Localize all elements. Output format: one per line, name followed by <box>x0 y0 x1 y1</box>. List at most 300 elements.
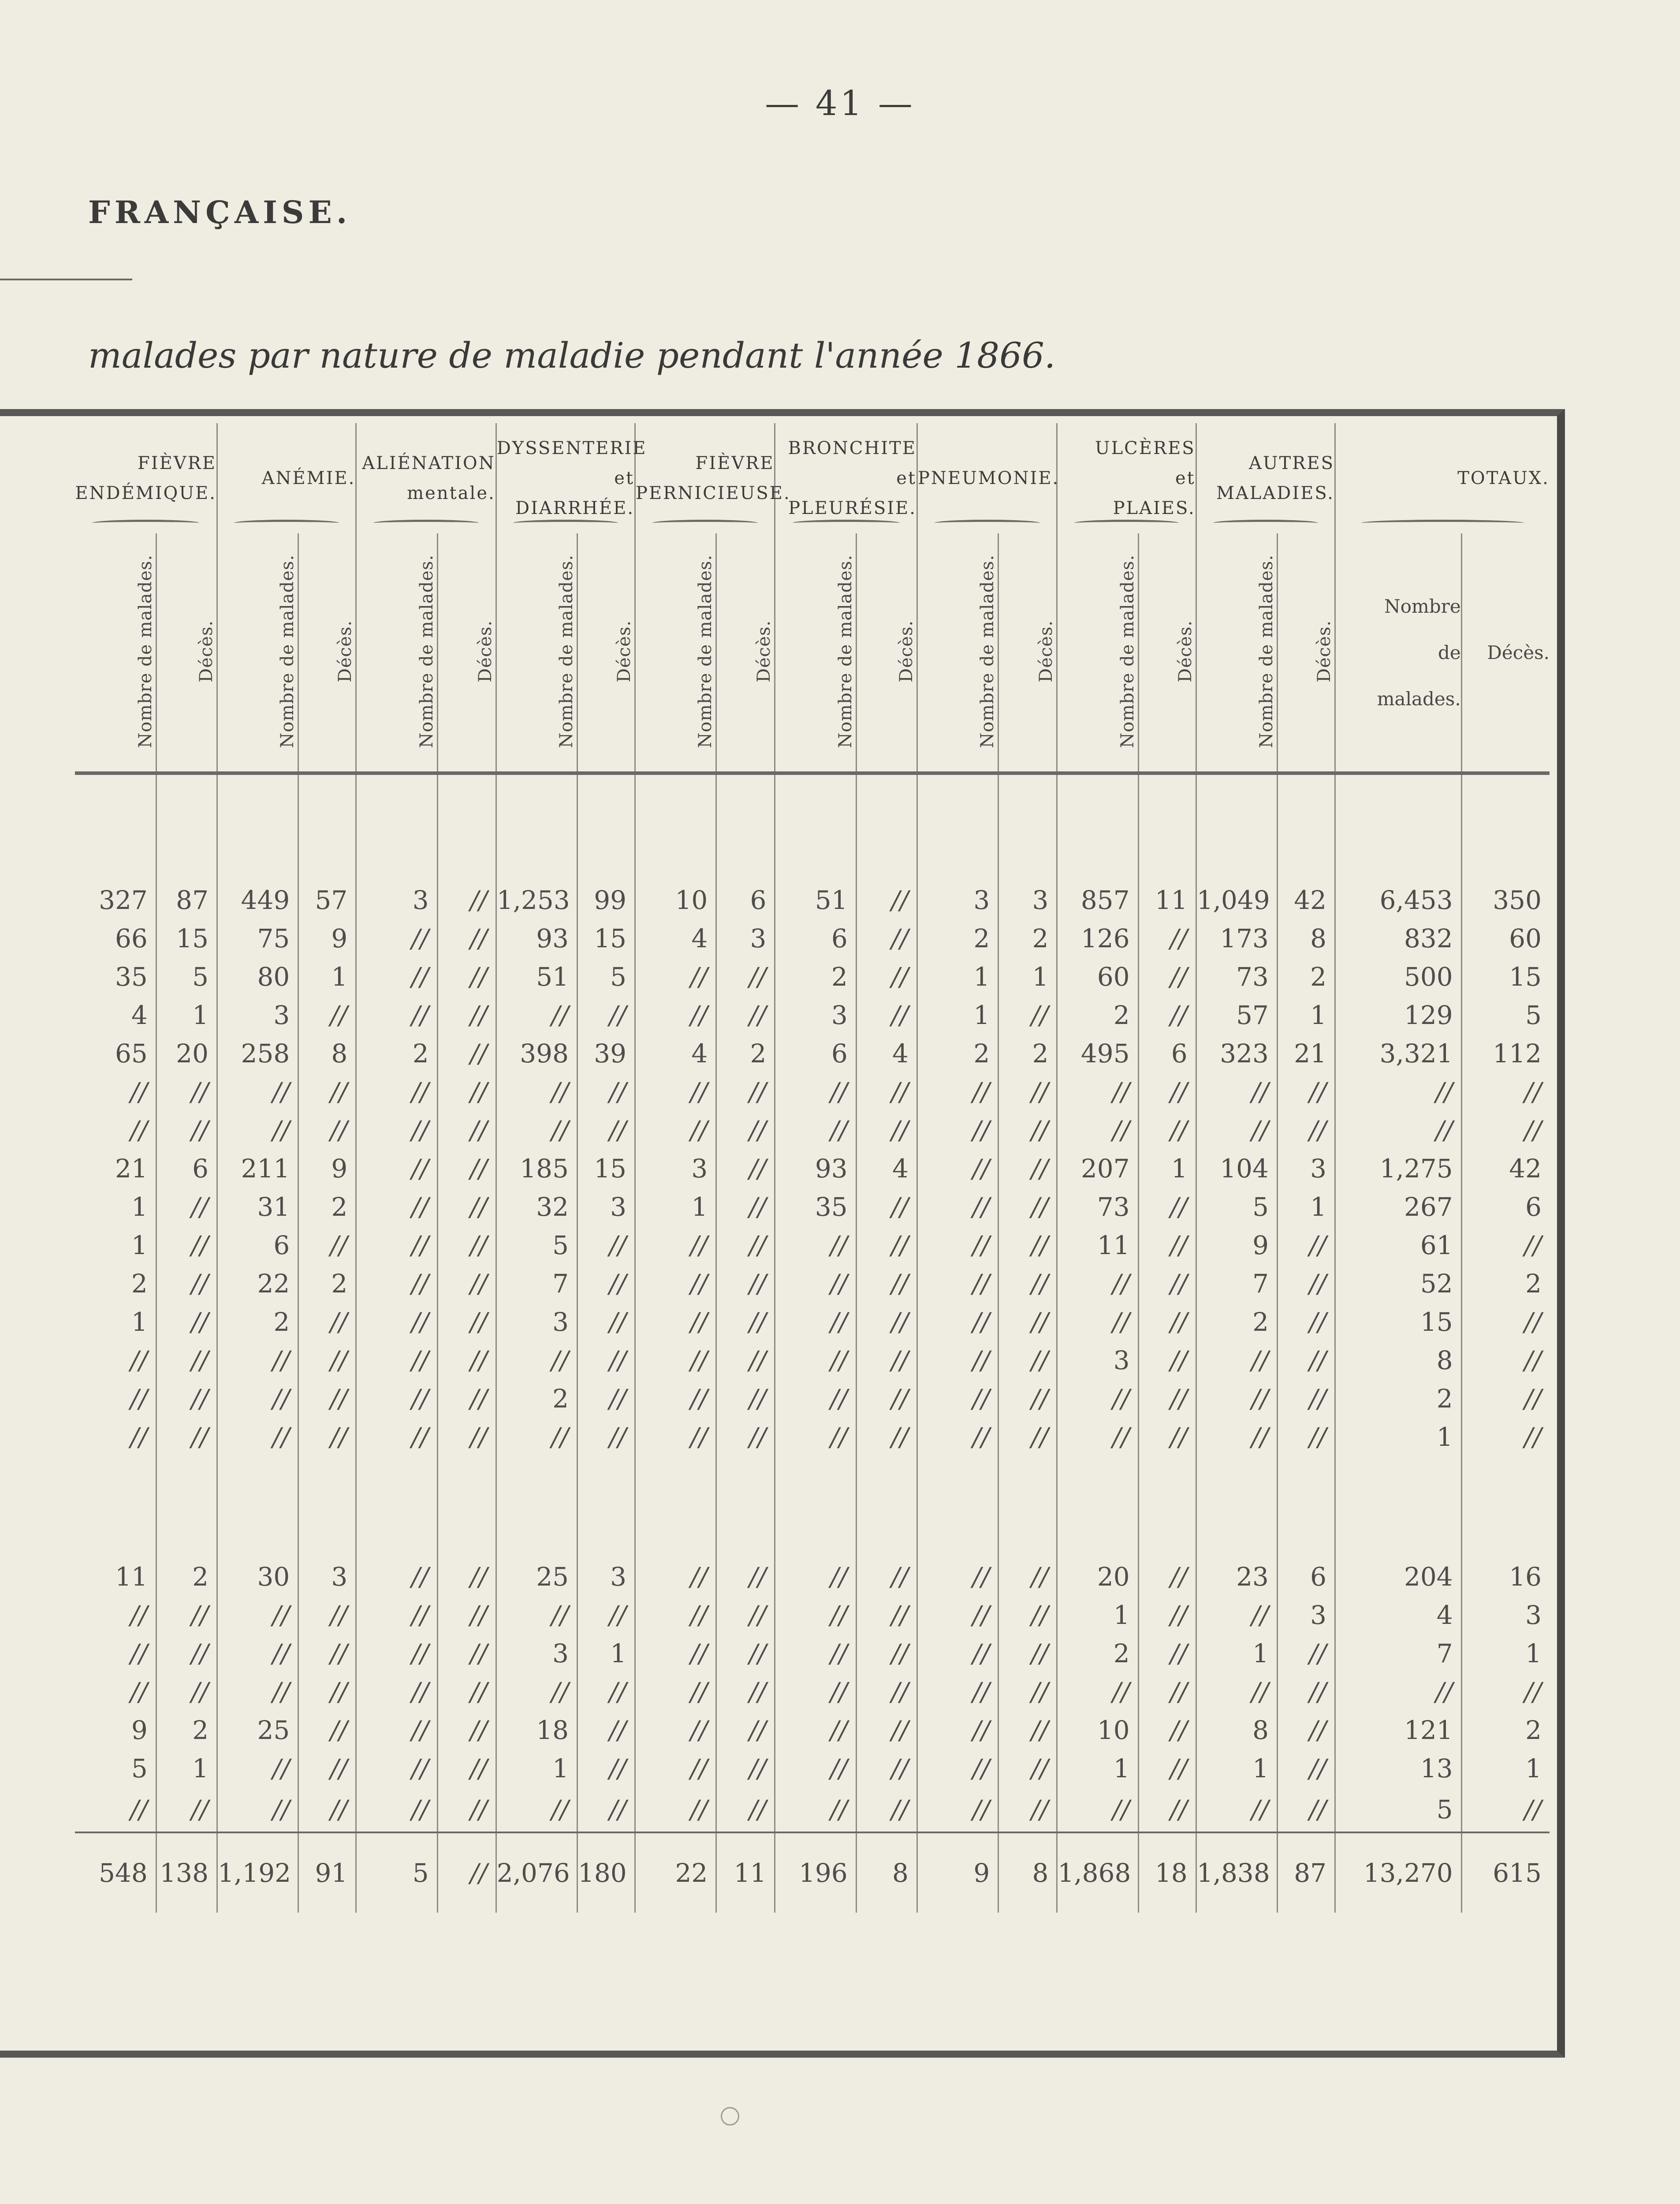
column-group-brace <box>1213 520 1318 526</box>
column-group-brace <box>652 520 758 526</box>
table-cell: 3 <box>1461 1596 1550 1634</box>
table-cell: // <box>1138 1672 1196 1711</box>
table-cell: // <box>496 996 577 1034</box>
table-cell: 2 <box>131 1268 148 1299</box>
sub-header-malades-label: Nombre de malades. <box>1117 555 1138 748</box>
table-cell: 1 <box>1335 1418 1462 1456</box>
table-cell: // <box>716 1226 775 1264</box>
table-cell: // <box>856 1379 917 1418</box>
table-cell: // <box>917 1341 998 1379</box>
table-cell: // <box>635 1672 716 1711</box>
table-cell: // <box>917 1672 998 1711</box>
table-cell: // <box>635 1341 716 1379</box>
column-group-1 <box>217 423 356 533</box>
spacer-row <box>75 773 1550 881</box>
table-cell: 3 <box>1277 1149 1335 1188</box>
column-sub-header-row <box>75 533 1550 773</box>
sub-header-deces <box>856 533 917 773</box>
table-cell: // <box>716 957 775 996</box>
spacer-cell <box>437 773 496 881</box>
spacer-cell <box>1057 1456 1138 1557</box>
table-cell: 51 <box>496 957 577 996</box>
table-cell: // <box>635 1557 716 1596</box>
sub-header-total-malades <box>1335 533 1462 773</box>
table-cell: // <box>298 1111 356 1149</box>
table-cell: // <box>856 1264 917 1303</box>
table-cell: // <box>156 1341 217 1379</box>
table-cell: // <box>917 1264 998 1303</box>
table-cell: // <box>775 1264 856 1303</box>
sub-header-malades-label: Nombre de malades. <box>1256 555 1277 748</box>
table-cell: // <box>437 1226 496 1264</box>
table-cell: 5 <box>496 1226 577 1264</box>
spacer-cell <box>1138 1456 1196 1557</box>
table-cell: 73 <box>1057 1188 1138 1226</box>
table-cell: // <box>577 1072 635 1111</box>
spacer-cell <box>998 773 1057 881</box>
table-cell: // <box>1196 1787 1277 1832</box>
table-cell: // <box>356 1596 437 1634</box>
column-group-3-line2: et <box>614 468 635 488</box>
table-cell: // <box>217 1787 298 1832</box>
table-cell: 1 <box>1277 1188 1335 1226</box>
table-cell: 21 <box>1277 1034 1335 1072</box>
totals-cell: 196 <box>775 1832 856 1913</box>
table-cell: // <box>856 1787 917 1832</box>
table-cell: // <box>716 1111 775 1149</box>
table-cell: // <box>156 1379 217 1418</box>
table-cell: 1 <box>635 1188 716 1226</box>
table-cell: // <box>635 1303 716 1341</box>
table-cell: // <box>856 1711 917 1749</box>
spacer-cell <box>1461 773 1550 881</box>
table-cell: // <box>998 1749 1057 1787</box>
table-cell: // <box>577 1341 635 1379</box>
table-cell: // <box>1138 1303 1196 1341</box>
table-cell: 3 <box>577 1188 635 1226</box>
spacer-cell <box>217 773 298 881</box>
table-cell: // <box>775 1672 856 1711</box>
spacer-cell <box>298 773 356 881</box>
table-cell: 10 <box>1057 1711 1138 1749</box>
table-cell: // <box>775 1634 856 1672</box>
table-cell: 32 <box>496 1188 577 1226</box>
table-cell: 22 <box>217 1264 298 1303</box>
table-cell: 23 <box>1196 1557 1277 1596</box>
table-cell: 2 <box>156 1711 217 1749</box>
table-cell: // <box>917 1557 998 1596</box>
table-cell: 2 <box>716 1034 775 1072</box>
spacer-cell <box>496 773 577 881</box>
table-cell: // <box>716 1596 775 1634</box>
sub-header-deces-label: Décès. <box>335 620 356 683</box>
table-cell: 204 <box>1335 1557 1462 1596</box>
table-cell: // <box>917 1226 998 1264</box>
sub-header-malades <box>75 533 156 773</box>
table-cell: // <box>496 1072 577 1111</box>
table-cell: // <box>1335 1672 1462 1711</box>
column-group-brace <box>1074 520 1179 526</box>
table-cell: // <box>1196 1418 1277 1456</box>
table-cell: // <box>356 1418 437 1456</box>
table-cell: // <box>356 996 437 1034</box>
table-cell: // <box>130 1600 148 1630</box>
table-cell: // <box>716 996 775 1034</box>
totals-cell: 91 <box>298 1832 356 1913</box>
table-cell: // <box>856 1596 917 1634</box>
table-cell: // <box>998 1379 1057 1418</box>
table-cell: // <box>1196 1596 1277 1634</box>
table-cell: 2 <box>496 1379 577 1418</box>
table-cell: // <box>437 881 496 919</box>
table-cell: 2 <box>998 1034 1057 1072</box>
table-cell: // <box>437 996 496 1034</box>
table-cell: // <box>1277 1749 1335 1787</box>
table-cell: 2 <box>1057 1634 1138 1672</box>
sub-header-malades-label: Nombre de malades. <box>695 555 716 748</box>
column-group-8 <box>1196 423 1335 533</box>
table-cell: // <box>130 1115 148 1145</box>
page-number: — 41 — <box>765 84 915 123</box>
table-cell: // <box>917 1188 998 1226</box>
sub-header-deces <box>577 533 635 773</box>
column-group-5-line1: BRONCHITE <box>788 438 916 458</box>
table-cell: // <box>356 1672 437 1711</box>
table-cell: // <box>217 1111 298 1149</box>
table-cell: // <box>998 1711 1057 1749</box>
table-cell: // <box>1277 1672 1335 1711</box>
column-group-4-line1: FIÈVRE <box>695 453 775 473</box>
sub-header-deces <box>437 533 496 773</box>
column-group-7-line1: ULCÈRES <box>1095 438 1196 458</box>
table-cell: 6 <box>775 1034 856 1072</box>
table-cell: // <box>437 1034 496 1072</box>
table-cell: 1 <box>156 996 217 1034</box>
sub-header-deces <box>156 533 217 773</box>
table-cell: // <box>635 1596 716 1634</box>
table-cell: // <box>298 1379 356 1418</box>
sub-header-total-deces: Décès. <box>1461 533 1550 773</box>
table-cell: 207 <box>1057 1149 1138 1188</box>
table-cell: // <box>1057 1379 1138 1418</box>
table-cell: // <box>298 1749 356 1787</box>
table-cell: // <box>437 1072 496 1111</box>
table-cell: // <box>635 1072 716 1111</box>
totals-row <box>75 1832 1550 1913</box>
table-cell: 1 <box>496 1749 577 1787</box>
spacer-cell <box>1335 1456 1462 1557</box>
table-cell: // <box>437 1418 496 1456</box>
table-cell: // <box>577 1787 635 1832</box>
table-cell: // <box>356 1341 437 1379</box>
table-cell: // <box>1196 1072 1277 1111</box>
totals-cell: // <box>437 1832 496 1913</box>
table-cell: 2 <box>998 919 1057 957</box>
table-cell: // <box>217 1341 298 1379</box>
column-group-header-row <box>75 423 1550 533</box>
totals-cell: 1,192 <box>217 1832 298 1913</box>
table-cell: 25 <box>217 1711 298 1749</box>
table-cell: // <box>356 1188 437 1226</box>
table-cell: 5 <box>1335 1787 1462 1832</box>
sub-header-deces <box>1277 533 1335 773</box>
table-cell: // <box>356 1226 437 1264</box>
table-cell: // <box>856 1418 917 1456</box>
table-cell: // <box>716 1379 775 1418</box>
table-cell: // <box>716 1188 775 1226</box>
spacer-cell <box>917 773 998 881</box>
column-group-6 <box>917 423 1060 533</box>
sub-header-deces-label: Décès. <box>614 620 635 683</box>
table-cell: 6 <box>1277 1557 1335 1596</box>
table-cell: 1,275 <box>1335 1149 1462 1188</box>
sub-header-deces <box>1138 533 1196 773</box>
table-cell: // <box>298 1303 356 1341</box>
table-cell: 2 <box>298 1264 356 1303</box>
table-cell: // <box>437 1672 496 1711</box>
table-cell: 1 <box>1057 1749 1138 1787</box>
table-cell: // <box>716 1749 775 1787</box>
table-cell: // <box>1138 1749 1196 1787</box>
table-cell: // <box>437 1341 496 1379</box>
table-cell: // <box>298 1418 356 1456</box>
table-cell: // <box>775 1072 856 1111</box>
table-cell: 3,321 <box>1335 1034 1462 1072</box>
table-cell: // <box>437 1264 496 1303</box>
table-cell: 99 <box>577 881 635 919</box>
table-cell: // <box>156 1596 217 1634</box>
table-cell: // <box>1461 1418 1550 1456</box>
table-cell: // <box>577 1379 635 1418</box>
table-cell: // <box>998 1418 1057 1456</box>
table-cell: // <box>437 1188 496 1226</box>
spacer-cell <box>775 1456 856 1557</box>
table-cell: // <box>298 1596 356 1634</box>
table-cell: // <box>1196 1111 1277 1149</box>
table-cell: // <box>716 1418 775 1456</box>
table-cell: // <box>437 919 496 957</box>
table-cell: // <box>130 1676 148 1707</box>
spacer-cell <box>1196 773 1277 881</box>
table-cell: 1 <box>1057 1596 1138 1634</box>
table-cell: 1 <box>131 1230 148 1260</box>
table-cell: 6 <box>1138 1034 1196 1072</box>
table-cell: // <box>716 1264 775 1303</box>
column-group-4-line2: PERNICIEUSE. <box>636 483 791 503</box>
table-cell: 61 <box>1335 1226 1462 1264</box>
spacer-cell <box>775 773 856 881</box>
table-cell: // <box>156 1111 217 1149</box>
table-cell: 18 <box>496 1711 577 1749</box>
sub-header-deces-label: Décès. <box>754 620 775 683</box>
table-cell: // <box>1461 1787 1550 1832</box>
table-cell: // <box>437 1149 496 1188</box>
table-cell: 75 <box>217 919 298 957</box>
table-cell: // <box>577 996 635 1034</box>
table-cell: // <box>635 1379 716 1418</box>
table-cell: // <box>577 1418 635 1456</box>
totals-cell: 2,076 <box>496 1832 577 1913</box>
table-row <box>75 1264 1550 1303</box>
spacer-cell <box>998 1456 1057 1557</box>
table-cell: 15 <box>577 1149 635 1188</box>
table-cell: 8 <box>298 1034 356 1072</box>
table-cell: 8 <box>1277 919 1335 957</box>
table-cell: // <box>998 1111 1057 1149</box>
table-cell: 57 <box>1196 996 1277 1034</box>
sub-header-malades <box>1196 533 1277 773</box>
table-cell: // <box>298 1072 356 1111</box>
table-cell: // <box>856 1188 917 1226</box>
table-cell: 2 <box>1461 1264 1550 1303</box>
spacer-cell <box>356 773 437 881</box>
table-cell: 87 <box>156 881 217 919</box>
table-cell: 1 <box>577 1634 635 1672</box>
table-cell: // <box>998 1072 1057 1111</box>
totals-cell: 13,270 <box>1335 1832 1462 1913</box>
spacer-cell <box>75 1456 156 1557</box>
table-cell: 10 <box>635 881 716 919</box>
table-cell: 7 <box>1196 1264 1277 1303</box>
table-cell: // <box>437 1787 496 1832</box>
table-cell: // <box>716 1149 775 1188</box>
table-cell: 5 <box>1196 1188 1277 1226</box>
table-cell: // <box>356 1749 437 1787</box>
totals-cell: 1,838 <box>1196 1832 1277 1913</box>
table-cell: // <box>356 1264 437 1303</box>
totals-cell: 548 <box>75 1832 156 1913</box>
table-cell: 3 <box>217 996 298 1034</box>
spacer-cell <box>716 1456 775 1557</box>
table-cell: 3 <box>356 881 437 919</box>
table-cell: // <box>856 1341 917 1379</box>
table-cell: // <box>577 1711 635 1749</box>
table-cell: 16 <box>1461 1557 1550 1596</box>
table-cell: 1 <box>1461 1749 1550 1787</box>
sub-header-malades-label: Nombre de malades. <box>556 555 577 748</box>
table-cell: 2 <box>917 1034 998 1072</box>
table-cell: // <box>298 1634 356 1672</box>
sub-header-malades <box>356 533 437 773</box>
table-cell: // <box>437 1379 496 1418</box>
table-cell: 3 <box>1277 1596 1335 1634</box>
table-cell: // <box>917 1418 998 1456</box>
table-cell: // <box>1461 1341 1550 1379</box>
sub-header-deces-label: Décès. <box>196 620 216 683</box>
table-cell: 5 <box>131 1753 148 1783</box>
table-cell: // <box>1057 1672 1138 1711</box>
table-cell: // <box>856 881 917 919</box>
table-cell: 42 <box>1277 881 1335 919</box>
table-cell: 1 <box>156 1749 217 1787</box>
sub-header-malades-label: Nombre de malades. <box>277 555 298 748</box>
table-cell: // <box>1277 1418 1335 1456</box>
column-group-6-line1: PNEUMONIE. <box>917 468 1060 488</box>
table-cell: // <box>437 1557 496 1596</box>
totals-cell: 180 <box>577 1832 635 1913</box>
table-cell: // <box>298 1226 356 1264</box>
table-cell: 15 <box>1335 1303 1462 1341</box>
sub-header-malades-label: Nombre de malades. <box>977 555 998 748</box>
table-cell: 832 <box>1335 919 1462 957</box>
table-cell: 25 <box>496 1557 577 1596</box>
table-cell: // <box>217 1634 298 1672</box>
table-cell: 1 <box>998 957 1057 996</box>
table-cell: // <box>1277 1226 1335 1264</box>
table-cell: // <box>917 1111 998 1149</box>
table-cell: // <box>437 1634 496 1672</box>
table-cell: 323 <box>1196 1034 1277 1072</box>
table-cell: 4 <box>635 919 716 957</box>
table-cell: // <box>917 1149 998 1188</box>
table-cell: // <box>998 996 1057 1034</box>
table-cell: // <box>856 957 917 996</box>
column-group-brace <box>793 520 900 526</box>
table-cell: 1,253 <box>496 881 577 919</box>
table-cell: // <box>577 1672 635 1711</box>
table-cell: // <box>775 1303 856 1341</box>
table-cell: // <box>1057 1111 1138 1149</box>
table-row <box>75 1072 1550 1111</box>
spacer-cell <box>1196 1456 1277 1557</box>
totals-cell: 5 <box>356 1832 437 1913</box>
table-cell: 1 <box>917 996 998 1034</box>
table-cell: // <box>917 1711 998 1749</box>
table-row <box>75 919 1550 957</box>
table-cell: // <box>917 1596 998 1634</box>
table-cell: // <box>356 1557 437 1596</box>
sub-header-deces-label: Décès. <box>1175 620 1196 683</box>
table-cell: 6 <box>716 881 775 919</box>
totals-cell: 8 <box>998 1832 1057 1913</box>
table-cell: // <box>298 1787 356 1832</box>
column-group-9-line1: TOTAUX. <box>1457 468 1550 488</box>
table-cell: 9 <box>1196 1226 1277 1264</box>
table-cell: // <box>1057 1072 1138 1111</box>
table-cell: // <box>998 1341 1057 1379</box>
table-cell: // <box>1196 1672 1277 1711</box>
table-cell: 1 <box>1196 1634 1277 1672</box>
table-cell: // <box>1138 1264 1196 1303</box>
column-group-brace <box>234 520 339 526</box>
column-group-9 <box>1335 423 1550 533</box>
table-row <box>75 1634 1550 1672</box>
table-cell: 495 <box>1057 1034 1138 1072</box>
table-cell: // <box>635 1418 716 1456</box>
table-cell: // <box>156 1188 217 1226</box>
table-cell: // <box>130 1794 148 1824</box>
table-row <box>75 1341 1550 1379</box>
totals-cell: 11 <box>716 1832 775 1913</box>
column-group-5 <box>775 423 917 533</box>
table-cell: // <box>156 1264 217 1303</box>
table-cell: // <box>775 1418 856 1456</box>
column-group-1-line1: ANÉMIE. <box>261 468 356 488</box>
table-cell: // <box>998 1264 1057 1303</box>
table-cell: // <box>1277 1634 1335 1672</box>
table-cell: 1 <box>1461 1634 1550 1672</box>
table-cell: // <box>1335 1111 1462 1149</box>
spacer-cell <box>577 773 635 881</box>
table-cell: // <box>1277 1111 1335 1149</box>
table-cell: // <box>217 1379 298 1418</box>
table-row <box>75 1303 1550 1341</box>
table-cell: // <box>856 1749 917 1787</box>
table-cell: // <box>356 1634 437 1672</box>
table-cell: // <box>998 1557 1057 1596</box>
table-cell: 3 <box>635 1149 716 1188</box>
table-cell: // <box>635 996 716 1034</box>
